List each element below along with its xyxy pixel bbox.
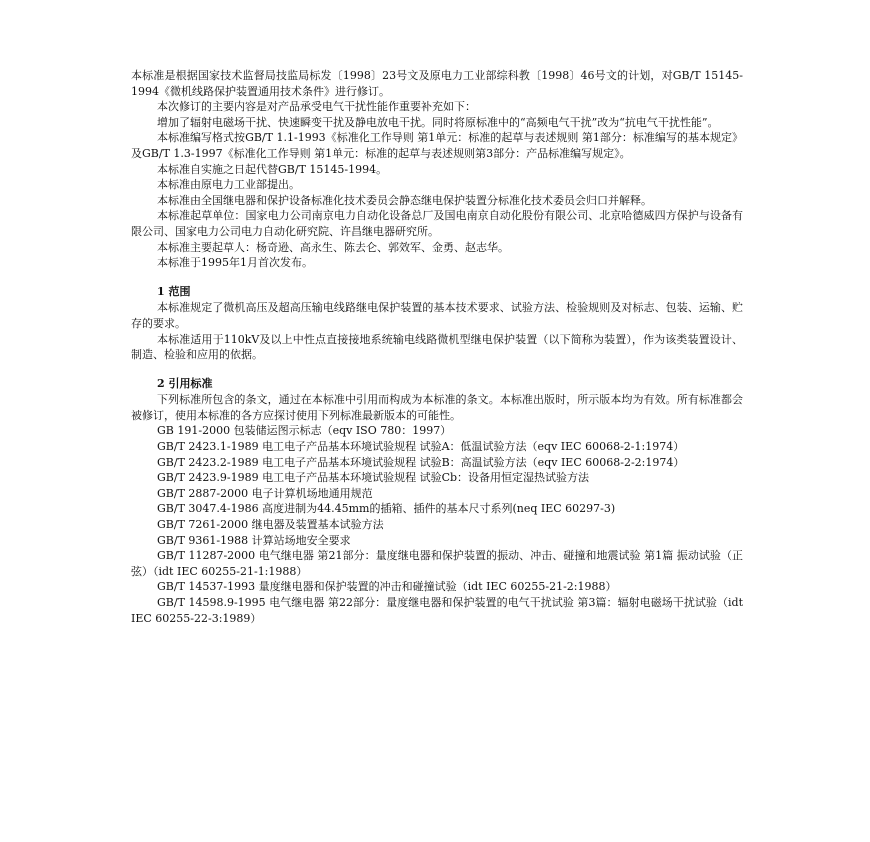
foreword-paragraph-9: 本标准主要起草人：杨奇逊、高永生、陈去仑、郭效军、金勇、赵志华。 [157, 240, 509, 254]
foreword-paragraph-8: 本标准起草单位：国家电力公司南京电力自动化设备总厂及国电南京自动化股份有限公司、北京哈德威四方保护与设备有限公司、国家电力公司电力自动化研究院、许昌继电器研究所。 [131, 209, 743, 238]
foreword-paragraph-2: 本次修订的主要内容是对产品承受电气干扰性能作重要补充如下： [157, 100, 476, 114]
foreword-paragraph-7: 本标准由全国继电器和保护设备标准化技术委员会静态继电保护装置分标准化技术委员会归口并解释。 [157, 193, 652, 207]
reference-item: GB/T 2423.2-1989 电工电子产品基本环境试验规程 试验B：高温试验方法（eqv IEC 60068-2-2:1974） [157, 455, 685, 469]
section-1-heading: 1 范围 [157, 284, 191, 298]
document-page [131, 68, 743, 626]
foreword-paragraph-10: 本标准于1995年1月首次发布。 [157, 256, 313, 270]
foreword-paragraph-3: 增加了辐射电磁场干扰、快速瞬变干扰及静电放电干扰。同时将原标准中的“高频电气干扰”改为“抗电气干扰性能”。 [157, 115, 719, 129]
foreword-paragraph-6: 本标准由原电力工业部提出。 [157, 178, 300, 192]
reference-item: GB/T 3047.4-1986 高度进制为44.45mm的插箱、插件的基本尺寸系列(neq IEC 60297-3) [157, 502, 616, 516]
foreword-paragraph-4: 本标准编写格式按GB/T 1.1-1993《标准化工作导则 第1单元：标准的起草与表述规则 第1部分：标准编写的基本规定》及GB/T 1.3-1997《标准化工作导则 第1单元：标准的起草与表述规则第3部分：产品标准编写规定》。 [131, 131, 743, 160]
section-2-intro: 下列标准所包含的条文，通过在本标准中引用而构成为本标准的条文。本标准出版时，所示版本均为有效。所有标准都会被修订，使用本标准的各方应探讨使用下列标准最新版本的可能性。 [131, 393, 743, 422]
reference-item: GB/T 14537-1993 量度继电器和保护装置的冲击和碰撞试验（idt IEC 60255-21-2:1988） [157, 580, 617, 594]
section-1-paragraph-2: 本标准适用于110kV及以上中性点直接接地系统输电线路微机型继电保护装置（以下简称为装置），作为该类装置设计、制造、检验和应用的依据。 [131, 332, 743, 362]
reference-item: GB/T 14598.9-1995 电气继电器 第22部分：量度继电器和保护装置的电气干扰试验 第3篇：辐射电磁场干扰试验（idt IEC 60255-22-3:1989） [131, 596, 743, 625]
foreword-paragraph-5: 本标准自实施之日起代替GB/T 15145-1994。 [157, 162, 388, 176]
reference-item: GB/T 2887-2000 电子计算机场地通用规范 [157, 486, 373, 500]
reference-item: GB/T 2423.1-1989 电工电子产品基本环境试验规程 试验A：低温试验方法（eqv IEC 60068-2-1:1974） [157, 440, 685, 454]
reference-item: GB/T 11287-2000 电气继电器 第21部分：量度继电器和保护装置的振动、冲击、碰撞和地震试验 第1篇 振动试验（正弦）（idt IEC 60255-21-1:1988） [131, 549, 743, 578]
section-1-paragraph-1: 本标准规定了微机高压及超高压输电线路继电保护装置的基本技术要求、试验方法、检验规则及对标志、包装、运输、贮存的要求。 [131, 301, 743, 330]
reference-item: GB/T 9361-1988 计算站场地安全要求 [157, 533, 351, 547]
reference-item: GB/T 7261-2000 继电器及装置基本试验方法 [157, 518, 384, 532]
foreword-paragraph-1: 本标准是根据国家技术监督局技监局标发〔1998〕23号文及原电力工业部综科教〔1998〕46号文的计划，对GB/T 15145-1994《微机线路保护装置通用技术条件》进行修订。 [131, 69, 743, 98]
reference-item: GB 191-2000 包装储运图示标志（eqv ISO 780：1997） [157, 424, 452, 438]
section-2-heading: 2 引用标准 [157, 376, 213, 390]
reference-item: GB/T 2423.9-1989 电工电子产品基本环境试验规程 试验Cb：设备用恒定湿热试验方法 [157, 471, 590, 485]
